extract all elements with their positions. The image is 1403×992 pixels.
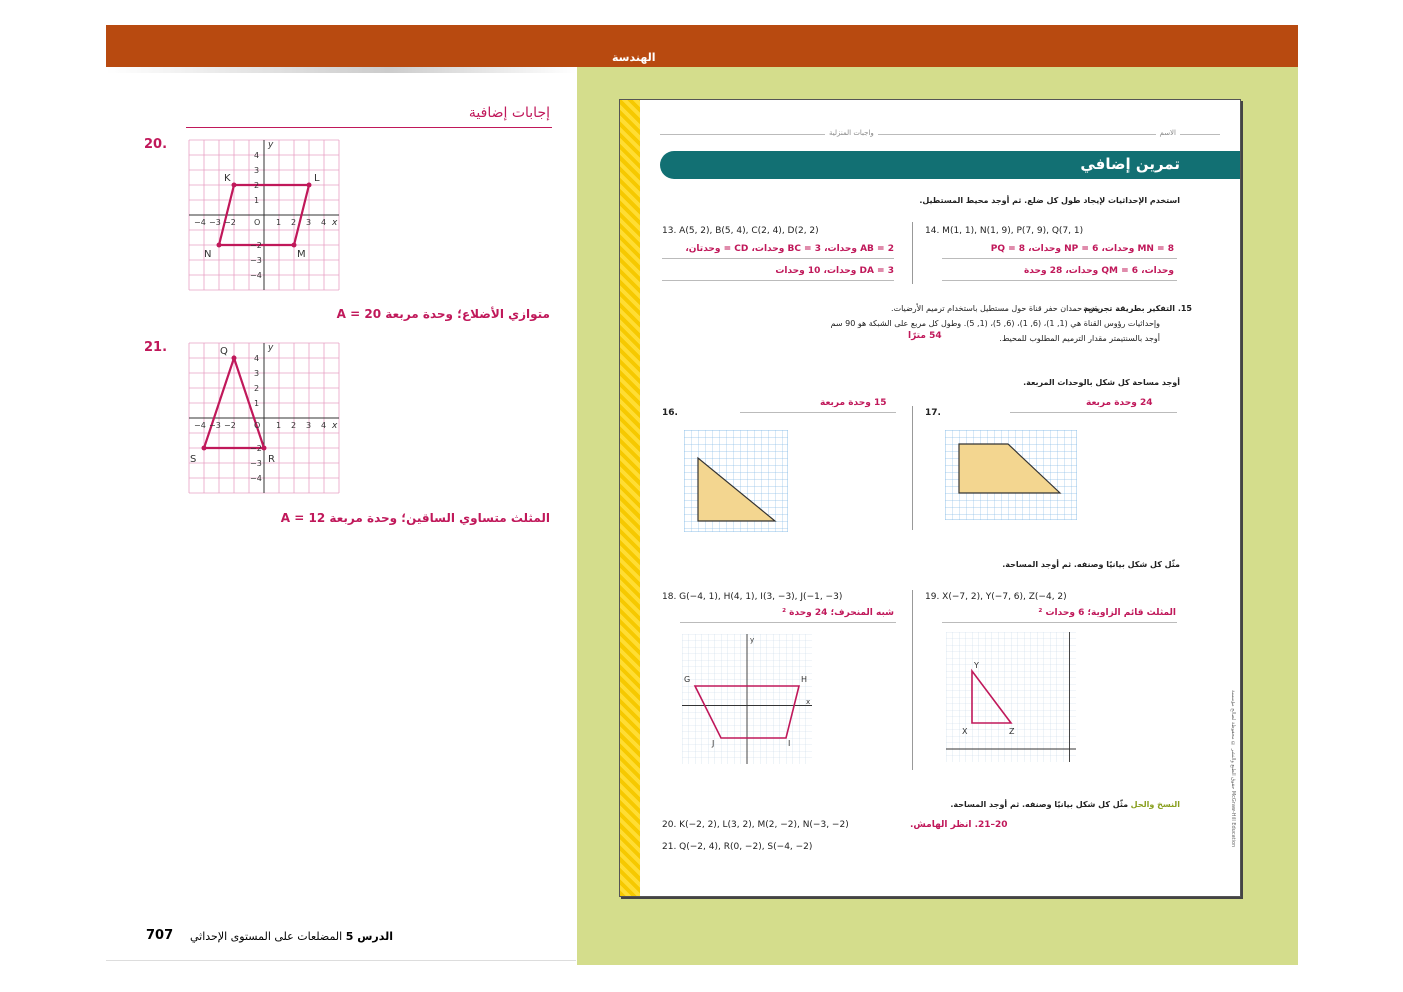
svg-text:−4: −4 <box>194 421 206 430</box>
svg-text:−2: −2 <box>250 444 262 453</box>
svg-text:Y: Y <box>974 661 979 670</box>
lesson-label: الدرس 5 <box>345 930 393 943</box>
question-15-title: 15. التفكير بطريقة تجريدية <box>1083 304 1192 313</box>
name-label: الاسم <box>1156 129 1180 137</box>
answer-18: شبه المنحرف؛ 24 وحدة ² <box>782 608 894 618</box>
svg-text:1: 1 <box>254 196 260 205</box>
page-number: 707 <box>146 928 174 943</box>
svg-text:−3: −3 <box>250 256 262 265</box>
svg-text:I: I <box>788 739 791 748</box>
question-18: 18. G(−4, 1), H(4, 1), I(3, −3), J(−1, −3) <box>662 592 843 602</box>
question-15-line1: يقوم حمدان حفر قناة حول مستطيل باستخدام ترميم الأرضيات. <box>891 304 1100 313</box>
svg-text:4: 4 <box>321 218 327 227</box>
figure-16 <box>684 430 788 532</box>
answer-13b: DA = 3 وحدات، 10 وحدات <box>775 266 894 276</box>
instruction-2: أوجد مساحة كل شكل بالوحدات المربعة. <box>1023 378 1180 387</box>
header-banner <box>106 25 1298 67</box>
svg-text:3: 3 <box>254 166 260 175</box>
figure-17 <box>945 430 1077 520</box>
item-number-21: 21. <box>144 340 168 355</box>
svg-text:O: O <box>254 218 261 227</box>
point-label-l: L <box>314 173 320 184</box>
svg-text:O: O <box>254 421 261 430</box>
instruction-1: استخدم الإحداثيات لإيجاد طول كل ضلع. ثم أوجد محيط المستطيل. <box>919 196 1180 205</box>
class-label: واجبات المنزلية <box>825 129 878 137</box>
answer-21: المثلث متساوي الساقين؛ وحدة مربعة A = 12 <box>280 511 550 525</box>
section-divider <box>186 127 552 128</box>
answer-15: 54 مترًا <box>908 331 942 341</box>
header-title: الهندسة <box>612 51 656 64</box>
svg-text:3: 3 <box>254 369 260 378</box>
point-label-s: S <box>190 454 197 465</box>
instruction-4-text: مثّل كل شكل بيانيًا وصنفه. ثم أوجد المساحة. <box>950 800 1129 809</box>
svg-text:−4: −4 <box>194 218 206 227</box>
lesson-name: المضلعات على المستوى الإحداثي <box>190 930 343 943</box>
point-label-k: K <box>224 173 231 184</box>
svg-text:4: 4 <box>254 354 260 363</box>
question-15-line3: أوجد بالسنتيمتر مقدار الترميم المطلوب للمحيط. <box>999 334 1160 343</box>
graph-19 <box>946 632 1076 762</box>
footer-divider <box>106 960 576 961</box>
answer-14a: MN = 8 وحدات، NP = 6 وحدات، PQ = 8 <box>990 244 1174 254</box>
question-13: 13. A(5, 2), B(5, 4), C(2, 4), D(2, 2) <box>662 226 819 236</box>
question-14: 14. M(1, 1), N(1, 9), P(7, 9), Q(7, 1) <box>925 226 1084 236</box>
answer-20: متوازي الأضلاع؛ وحدة مربعة A = 20 <box>336 307 550 321</box>
svg-text:X: X <box>962 727 968 736</box>
graph-18 <box>682 634 812 764</box>
question-16: 16. <box>662 408 678 418</box>
graph-20 <box>186 137 344 293</box>
question-20: 20. K(−2, 2), L(3, 2), M(2, −2), N(−3, −2) <box>662 820 849 830</box>
answer-19: المثلث قائم الزاوية؛ 6 وحدات ² <box>1038 608 1176 618</box>
svg-text:H: H <box>801 675 808 684</box>
svg-text:−4: −4 <box>250 474 262 483</box>
left-column <box>106 67 576 967</box>
instruction-3: مثّل كل شكل بيانيًا وصنفه. ثم أوجد المساحة. <box>1002 560 1180 569</box>
svg-text:2: 2 <box>254 181 260 190</box>
answer-16: 15 وحدة مربعة <box>820 398 887 408</box>
section-title: إجابات إضافية <box>468 105 550 121</box>
svg-text:1: 1 <box>254 399 260 408</box>
lesson-title <box>190 930 393 943</box>
svg-text:x: x <box>332 421 338 431</box>
point-label-m: M <box>297 249 306 260</box>
worksheet-stripe <box>620 100 640 896</box>
worksheet-title: تمرين إضافي <box>1080 155 1180 173</box>
answer-13a: AB = 2 وحدات، BC = 3 وحدات، CD = وحدتان، <box>685 244 894 254</box>
svg-text:−2: −2 <box>250 241 262 250</box>
svg-text:3: 3 <box>306 421 312 430</box>
svg-text:y: y <box>268 343 274 353</box>
instruction-4 <box>950 800 1180 809</box>
question-21: 21. Q(−2, 4), R(0, −2), S(−4, −2) <box>662 842 813 852</box>
worksheet <box>619 99 1241 897</box>
worksheet-title-bar <box>660 151 1240 179</box>
svg-text:x: x <box>332 218 338 228</box>
graph-21 <box>186 340 344 496</box>
svg-text:2: 2 <box>291 218 297 227</box>
svg-text:G: G <box>684 675 691 684</box>
svg-text:−3: −3 <box>250 459 262 468</box>
answer-20-21: 20–21. انظر الهامش. <box>910 820 1008 830</box>
svg-text:1: 1 <box>276 421 282 430</box>
answer-14b: وحدات، QM = 6 وحدات، 28 وحدة <box>1023 266 1174 276</box>
svg-text:y: y <box>268 140 274 150</box>
svg-text:y: y <box>750 636 755 644</box>
svg-text:Z: Z <box>1009 727 1015 736</box>
svg-text:−2: −2 <box>224 421 236 430</box>
point-label-n: N <box>204 249 212 260</box>
name-line <box>660 134 1220 135</box>
svg-text:2: 2 <box>254 384 260 393</box>
point-label-r: R <box>268 454 275 465</box>
answer-17: 24 وحدة مربعة <box>1086 398 1153 408</box>
copy-solve-label: النسخ والحل <box>1130 800 1180 809</box>
svg-text:2: 2 <box>291 421 297 430</box>
copyright-note: حقوق الطبع والنشر © محفوظة لصالح مؤسسة McGraw-Hill Education <box>1230 690 1236 848</box>
svg-text:−3: −3 <box>209 218 221 227</box>
svg-text:−4: −4 <box>250 271 262 280</box>
svg-text:4: 4 <box>254 151 260 160</box>
question-17: 17. <box>925 408 941 418</box>
svg-text:4: 4 <box>321 421 327 430</box>
question-15-line2: وإحداثيات رؤوس القناة هي (1, 1)، (6, 1)، (6, 5)، (1, 5). وطول كل مربع على الشبكة هو 90 سم <box>830 319 1160 328</box>
point-label-q: Q <box>220 346 228 357</box>
item-number-20: 20. <box>144 137 168 152</box>
svg-text:x: x <box>806 698 811 706</box>
svg-text:−2: −2 <box>224 218 236 227</box>
question-19: 19. X(−7, 2), Y(−7, 6), Z(−4, 2) <box>925 592 1067 602</box>
svg-text:−3: −3 <box>209 421 221 430</box>
svg-text:3: 3 <box>306 218 312 227</box>
svg-text:1: 1 <box>276 218 282 227</box>
svg-text:J: J <box>712 739 715 748</box>
